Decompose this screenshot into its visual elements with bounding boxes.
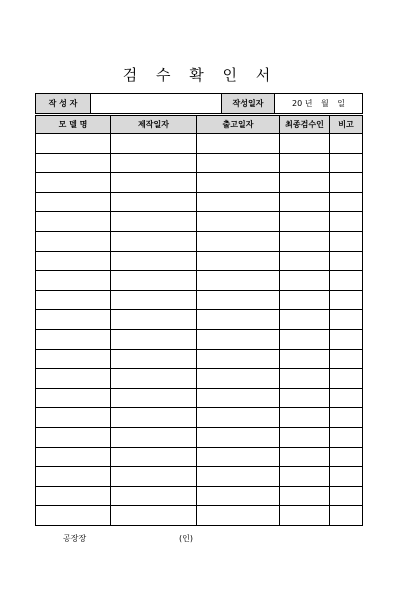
shipment-date-cell[interactable] [197, 231, 280, 251]
manufacture-date-cell[interactable] [111, 212, 197, 232]
shipment-date-cell[interactable] [197, 271, 280, 291]
shipment-date-cell[interactable] [197, 408, 280, 428]
shipment-date-cell[interactable] [197, 388, 280, 408]
manufacture-date-cell[interactable] [111, 447, 197, 467]
model-name-cell[interactable] [36, 134, 111, 154]
date-day: 일 [337, 99, 345, 108]
table-row [36, 349, 363, 369]
table-row [36, 153, 363, 173]
remarks-cell[interactable] [330, 290, 363, 310]
final-inspector-cell[interactable] [280, 271, 330, 291]
remarks-cell[interactable] [330, 173, 363, 193]
table-row [36, 212, 363, 232]
table-row [36, 251, 363, 271]
final-inspector-cell[interactable] [280, 447, 330, 467]
model-name-cell[interactable] [36, 231, 111, 251]
final-inspector-cell[interactable] [280, 173, 330, 193]
model-name-cell[interactable] [36, 369, 111, 389]
table-row [36, 231, 363, 251]
remarks-cell[interactable] [330, 153, 363, 173]
table-row [36, 467, 363, 487]
model-name-cell[interactable] [36, 212, 111, 232]
table-row [36, 134, 363, 154]
manufacture-date-cell[interactable] [111, 427, 197, 447]
remarks-cell[interactable] [330, 192, 363, 212]
shipment-date-cell[interactable] [197, 310, 280, 330]
remarks-cell[interactable] [330, 427, 363, 447]
remarks-cell[interactable] [330, 212, 363, 232]
manufacture-date-cell[interactable] [111, 134, 197, 154]
model-name-cell[interactable] [36, 153, 111, 173]
manufacture-date-cell[interactable] [111, 271, 197, 291]
final-inspector-cell[interactable] [280, 349, 330, 369]
manufacture-date-cell[interactable] [111, 329, 197, 349]
date-label: 작성일자 [222, 94, 275, 114]
final-inspector-cell[interactable] [280, 134, 330, 154]
final-inspector-cell[interactable] [280, 408, 330, 428]
shipment-date-cell[interactable] [197, 329, 280, 349]
model-name-cell[interactable] [36, 408, 111, 428]
final-inspector-cell[interactable] [280, 153, 330, 173]
final-inspector-cell[interactable] [280, 506, 330, 526]
shipment-date-cell[interactable] [197, 153, 280, 173]
remarks-cell[interactable] [330, 349, 363, 369]
shipment-date-cell[interactable] [197, 349, 280, 369]
model-name-cell[interactable] [36, 173, 111, 193]
factory-manager-label: 공장장 [63, 534, 87, 543]
date-value-cell[interactable] [275, 94, 363, 114]
remarks-cell[interactable] [330, 447, 363, 467]
remarks-cell[interactable] [330, 408, 363, 428]
seal-label: (인) [179, 534, 193, 543]
remarks-cell[interactable] [330, 134, 363, 154]
model-name-cell[interactable] [36, 467, 111, 487]
manufacture-date-cell[interactable] [111, 290, 197, 310]
header-final-inspector: 최종검수인 [280, 116, 330, 134]
shipment-date-cell[interactable] [197, 290, 280, 310]
shipment-date-cell[interactable] [197, 486, 280, 506]
final-inspector-cell[interactable] [280, 212, 330, 232]
table-row [36, 427, 363, 447]
model-name-cell[interactable] [36, 486, 111, 506]
remarks-cell[interactable] [330, 369, 363, 389]
final-inspector-cell[interactable] [280, 290, 330, 310]
shipment-date-cell[interactable] [197, 427, 280, 447]
manufacture-date-cell[interactable] [111, 408, 197, 428]
manufacture-date-cell[interactable] [111, 153, 197, 173]
final-inspector-cell[interactable] [280, 231, 330, 251]
model-name-cell[interactable] [36, 447, 111, 467]
header-remarks: 비고 [330, 116, 363, 134]
remarks-cell[interactable] [330, 486, 363, 506]
remarks-cell[interactable] [330, 310, 363, 330]
manufacture-date-cell[interactable] [111, 310, 197, 330]
manufacture-date-cell[interactable] [111, 251, 197, 271]
final-inspector-cell[interactable] [280, 467, 330, 487]
model-name-cell[interactable] [36, 506, 111, 526]
remarks-cell[interactable] [330, 329, 363, 349]
shipment-date-cell[interactable] [197, 506, 280, 526]
table-row [36, 369, 363, 389]
remarks-cell[interactable] [330, 506, 363, 526]
date-year: 20 년 [291, 99, 313, 108]
table-row [36, 486, 363, 506]
manufacture-date-cell[interactable] [111, 506, 197, 526]
shipment-date-cell[interactable] [197, 192, 280, 212]
shipment-date-cell[interactable] [197, 173, 280, 193]
final-inspector-cell[interactable] [280, 310, 330, 330]
manufacture-date-cell[interactable] [111, 467, 197, 487]
table-row [36, 173, 363, 193]
shipment-date-cell[interactable] [197, 467, 280, 487]
document-title: 검 수 확 인 서 [122, 66, 278, 84]
model-name-cell[interactable] [36, 310, 111, 330]
model-name-cell[interactable] [36, 427, 111, 447]
remarks-cell[interactable] [330, 231, 363, 251]
model-name-cell[interactable] [36, 349, 111, 369]
table-row [36, 290, 363, 310]
model-name-cell[interactable] [36, 290, 111, 310]
table-row [36, 408, 363, 428]
table-row [36, 506, 363, 526]
date-month: 월 [320, 99, 329, 108]
table-body [36, 134, 363, 526]
model-name-cell[interactable] [36, 251, 111, 271]
manufacture-date-cell[interactable] [111, 192, 197, 212]
remarks-cell[interactable] [330, 388, 363, 408]
final-inspector-cell[interactable] [280, 369, 330, 389]
model-name-cell[interactable] [36, 388, 111, 408]
manufacture-date-cell[interactable] [111, 388, 197, 408]
model-name-cell[interactable] [36, 329, 111, 349]
table-row [36, 310, 363, 330]
shipment-date-cell[interactable] [197, 251, 280, 271]
manufacture-date-cell[interactable] [111, 486, 197, 506]
final-inspector-cell[interactable] [280, 329, 330, 349]
inspection-table [35, 115, 363, 526]
final-inspector-cell[interactable] [280, 427, 330, 447]
table-row [36, 192, 363, 212]
table-row [36, 388, 363, 408]
shipment-date-cell[interactable] [197, 134, 280, 154]
author-info-table [35, 93, 363, 114]
author-label: 작 성 자 [36, 94, 91, 114]
shipment-date-cell[interactable] [197, 447, 280, 467]
manufacture-date-cell[interactable] [111, 173, 197, 193]
model-name-cell[interactable] [36, 271, 111, 291]
author-value-cell[interactable] [91, 94, 222, 114]
remarks-cell[interactable] [330, 467, 363, 487]
remarks-cell[interactable] [330, 251, 363, 271]
remarks-cell[interactable] [330, 271, 363, 291]
header-shipment-date: 출고일자 [197, 116, 280, 134]
table-row [36, 271, 363, 291]
model-name-cell[interactable] [36, 192, 111, 212]
table-header-row [36, 116, 363, 134]
manufacture-date-cell[interactable] [111, 349, 197, 369]
shipment-date-cell[interactable] [197, 212, 280, 232]
header-model-name: 모 델 명 [36, 116, 111, 134]
manufacture-date-cell[interactable] [111, 231, 197, 251]
table-row [36, 447, 363, 467]
final-inspector-cell[interactable] [280, 486, 330, 506]
manufacture-date-cell[interactable] [111, 369, 197, 389]
header-manufacture-date: 제작일자 [111, 116, 197, 134]
table-row [36, 329, 363, 349]
final-inspector-cell[interactable] [280, 192, 330, 212]
final-inspector-cell[interactable] [280, 251, 330, 271]
shipment-date-cell[interactable] [197, 369, 280, 389]
final-inspector-cell[interactable] [280, 388, 330, 408]
